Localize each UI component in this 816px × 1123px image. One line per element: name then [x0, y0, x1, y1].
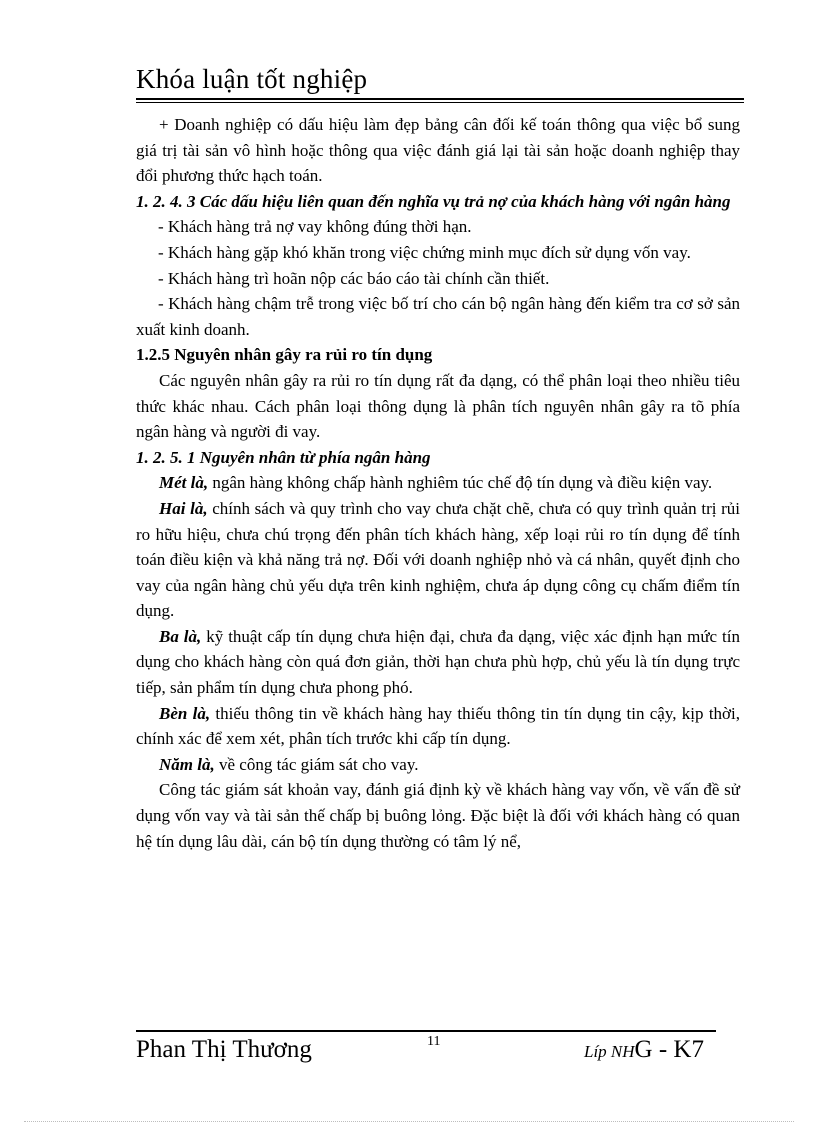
page-number: 11	[427, 1034, 441, 1049]
footer-rule	[136, 1030, 716, 1032]
reason-paragraph	[136, 752, 740, 778]
reason-text: chính sách và quy trình cho vay chưa chặt chẽ, chưa có quy trình quản trị rủi ro hữu hiệu, chưa chú trọng đến phân tích khách hàng, xếp loại rủi ro tín dụng để tính toán điều kiện và khả năng trả nợ. Đối với doanh nghiệp nhỏ và cá nhân, quyết định cho vay của ngân hàng chủ yếu dựa trên kinh nghiệm, chưa áp dụng công cụ chấm điểm tín dụng.	[136, 498, 740, 621]
reason-paragraph	[136, 701, 740, 752]
class-code: G - K7	[634, 1036, 704, 1063]
reason-lead: Hai là,	[159, 498, 208, 518]
body-text	[136, 112, 740, 854]
footer-author: Phan Thị Thương	[136, 1036, 312, 1063]
paragraph-causes: Các nguyên nhân gây ra rủi ro tín dụng rất đa dạng, có thể phân loại theo nhiều tiêu thức khác nhau. Cách phân loại thông dụng là phân tích nguyên nhân gây ra tõ phía ngân hàng và người đi vay.	[136, 370, 740, 442]
reason-paragraph	[136, 624, 740, 701]
bullet-item: - Khách hàng trì hoãn nộp các báo cáo tài chính cần thiết.	[158, 268, 550, 288]
header-rule-top	[136, 98, 744, 100]
page-edge-divider	[24, 1121, 794, 1122]
paragraph-intro: + Doanh nghiệp có dấu hiệu làm đẹp bảng cân đối kế toán thông qua việc bổ sung giá trị tài sản vô hình hoặc thông qua việc đánh giá lại tài sản hoặc doanh nghiệp thay đổi phương thức hạch toán.	[136, 115, 740, 186]
reason-paragraph	[136, 470, 740, 496]
reason-lead: Mét là,	[159, 473, 209, 493]
class-prefix: Líp NH	[584, 1042, 635, 1061]
reason-lead: Năm là,	[159, 754, 215, 774]
reason-text: ngân hàng không chấp hành nghiêm túc chế độ tín dụng và điều kiện vay.	[208, 473, 713, 493]
heading-1-2-5-1: 1. 2. 5. 1 Nguyên nhân từ phía ngân hàng	[136, 447, 431, 467]
bullet-item: - Khách hàng gặp khó khăn trong việc chứng minh mục đích sử dụng vốn vay.	[158, 242, 691, 262]
footer-class	[584, 1036, 704, 1064]
header-title: Khóa luận tốt nghiệp	[136, 64, 368, 94]
heading-1-2-5: 1.2.5 Nguyên nhân gây ra rủi ro tín dụng	[136, 345, 433, 365]
reason-text: kỹ thuật cấp tín dụng chưa hiện đại, chưa đa dạng, việc xác định hạn mức tín dụng cho khách hàng còn quá đơn giản, thời hạn chưa phù hợp, chủ yếu là tín dụng trực tiếp, sản phẩm tín dụng chưa phong phó.	[136, 626, 741, 698]
heading-1-2-4-3: 1. 2. 4. 3 Các dấu hiệu liên quan đến nghĩa vụ trả nợ của khách hàng với ngân hàng	[136, 191, 731, 211]
reason-text: về công tác giám sát cho vay.	[214, 754, 419, 774]
paragraph-supervision: Công tác giám sát khoản vay, đánh giá định kỳ về khách hàng vay vốn, về vấn đề sử dụng vốn vay và tài sản thế chấp bị buông lỏng. Đặc biệt là đối với khách hàng có quan hệ tín dụng lâu dài, cán bộ tín dụng thường có tâm lý nể,	[136, 780, 740, 851]
reason-lead: Bèn là,	[159, 703, 211, 723]
reason-paragraph	[136, 496, 740, 624]
bullet-item: - Khách hàng chậm trễ trong việc bố trí cho cán bộ ngân hàng đến kiểm tra cơ sở sản xuất kinh doanh.	[136, 294, 740, 339]
header-rule-bottom	[136, 102, 744, 103]
reason-text: thiếu thông tin về khách hàng hay thiếu thông tin tín dụng tin cậy, kịp thời, chính xác để xem xét, phân tích trước khi cấp tín dụng.	[136, 703, 741, 749]
bullet-item: - Khách hàng trả nợ vay không đúng thời hạn.	[158, 217, 472, 237]
reason-lead: Ba là,	[159, 626, 202, 646]
